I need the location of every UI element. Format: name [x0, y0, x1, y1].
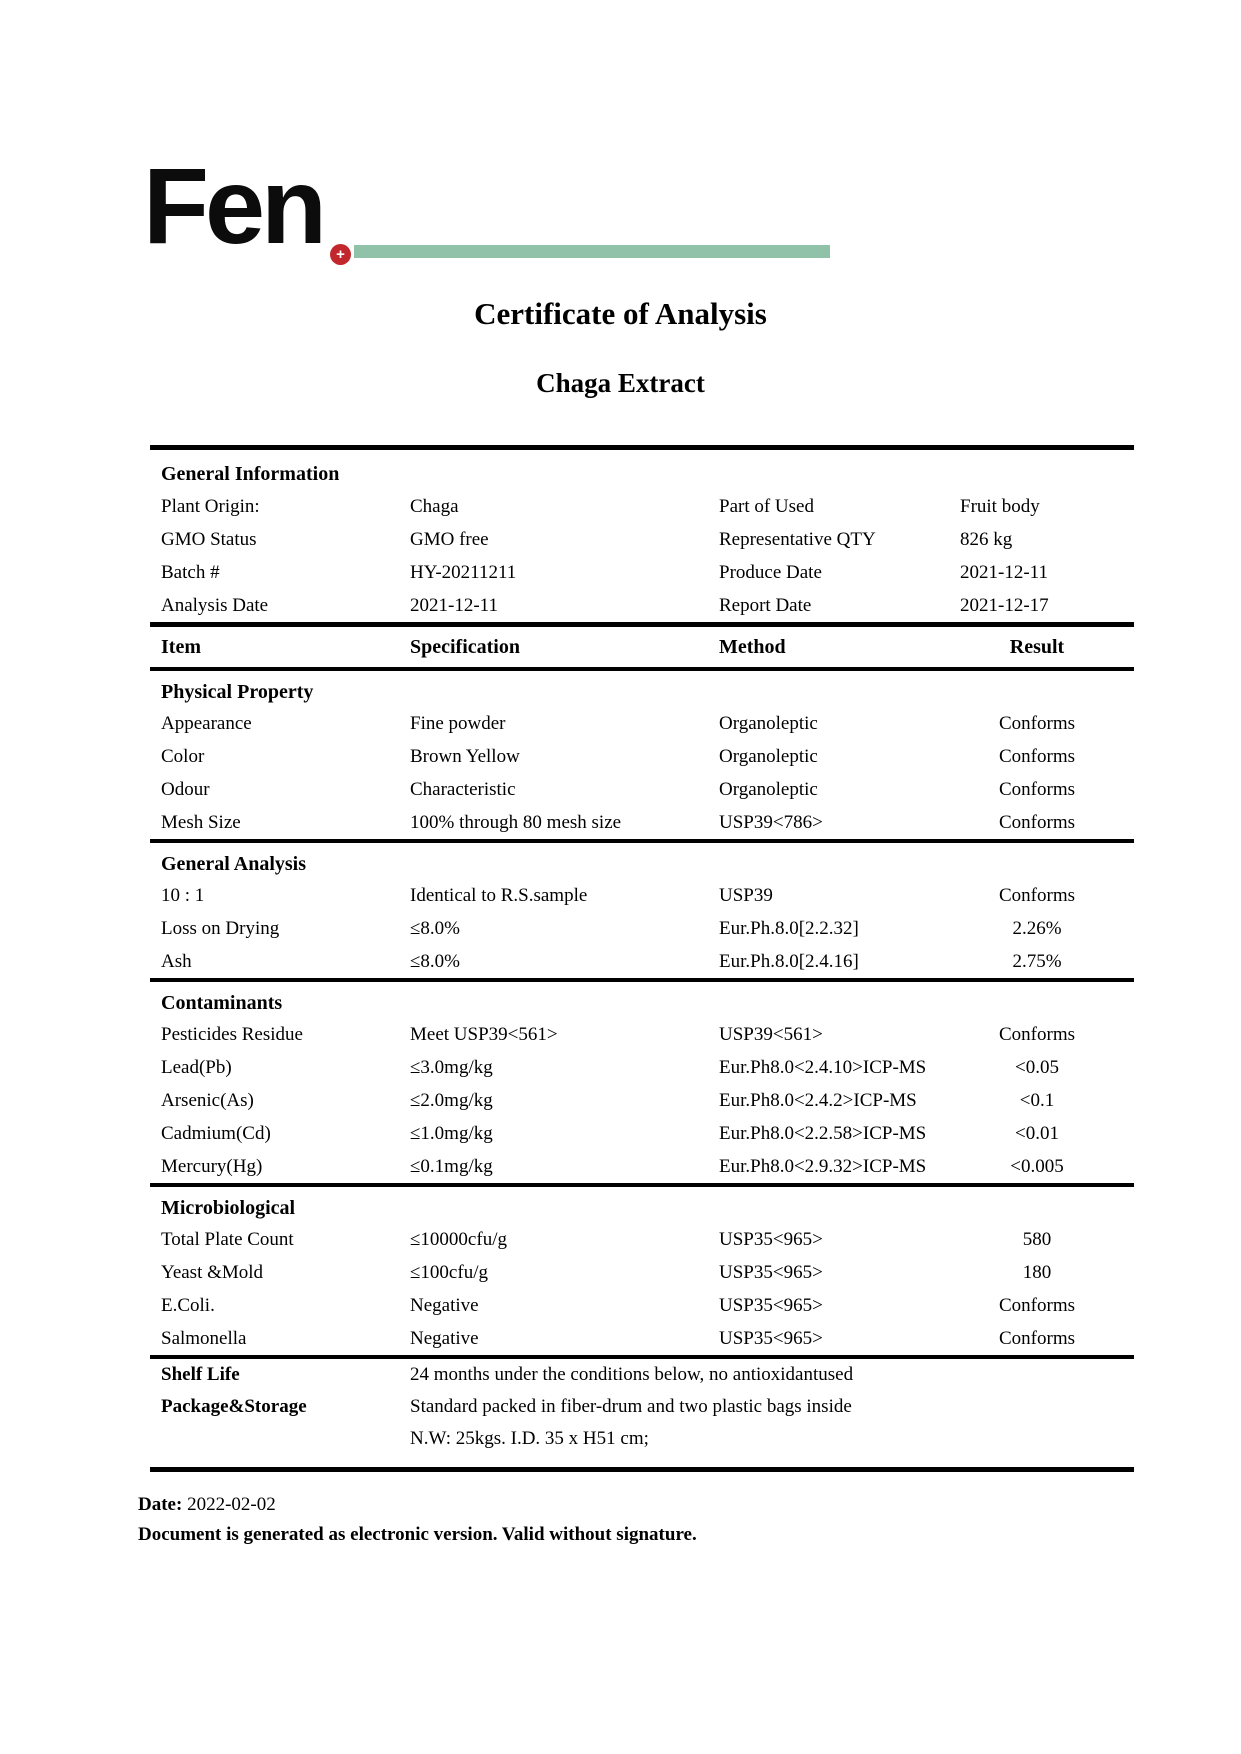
- plus-glyph: +: [336, 246, 345, 263]
- table-cell: Conforms: [999, 1295, 1075, 1316]
- table-cell: Conforms: [999, 779, 1075, 800]
- section-heading: Physical Property: [161, 681, 314, 703]
- table-cell: ≤10000cfu/g: [410, 1229, 507, 1250]
- table-cell: Yeast &Mold: [161, 1262, 264, 1283]
- general-info-row: [150, 523, 1134, 556]
- table-row: [150, 879, 1134, 912]
- table-cell: USP39: [719, 885, 773, 906]
- storage-row: [150, 1359, 1134, 1391]
- table-cell: Eur.Ph8.0<2.9.32>ICP-MS: [719, 1156, 927, 1177]
- general-info-cell: 826 kg: [960, 529, 1013, 550]
- table-row: [150, 1256, 1134, 1289]
- table-cell: <0.05: [1015, 1057, 1059, 1078]
- storage-value: N.W: 25kgs. I.D. 35 x H51 cm;: [410, 1428, 649, 1449]
- table-section: [150, 1187, 1134, 1355]
- table-cell: Conforms: [999, 713, 1075, 734]
- table-cell: ≤1.0mg/kg: [410, 1123, 493, 1144]
- general-info-cell: GMO free: [410, 529, 489, 550]
- header-item: Item: [161, 636, 201, 658]
- storage-value: 24 months under the conditions below, no antioxidantused: [410, 1364, 854, 1385]
- table-cell: ≤2.0mg/kg: [410, 1090, 493, 1111]
- table-row: [150, 806, 1134, 839]
- table-row: [150, 1322, 1134, 1355]
- section-heading: Microbiological: [161, 1197, 296, 1219]
- table-cell: USP39<561>: [719, 1024, 823, 1045]
- table-cell: 2.26%: [1012, 918, 1062, 939]
- table-cell: Conforms: [999, 885, 1075, 906]
- table-cell: Fine powder: [410, 713, 506, 734]
- table-cell: USP35<965>: [719, 1295, 823, 1316]
- general-info-cell: Plant Origin:: [161, 496, 260, 517]
- table-cell: Eur.Ph8.0<2.4.10>ICP-MS: [719, 1057, 927, 1078]
- table-cell: Lead(Pb): [161, 1057, 232, 1078]
- table-row: [150, 945, 1134, 978]
- general-info-cell: Chaga: [410, 496, 459, 517]
- table-cell: Eur.Ph8.0<2.2.58>ICP-MS: [719, 1123, 927, 1144]
- table-cell: Negative: [410, 1295, 479, 1316]
- table-cell: 2.75%: [1012, 951, 1062, 972]
- document-title: Certificate of Analysis: [474, 296, 767, 331]
- divider-bottom: [150, 1467, 1134, 1472]
- table-cell: Organoleptic: [719, 779, 818, 800]
- table-header-row: [150, 627, 1134, 667]
- section-heading: General Analysis: [161, 853, 307, 875]
- table-row: [150, 773, 1134, 806]
- general-info-cell: Analysis Date: [161, 595, 269, 616]
- table-cell: 10 : 1: [161, 885, 205, 906]
- table-row: [150, 707, 1134, 740]
- footer-note: Document is generated as electronic version. Valid without signature.: [138, 1524, 697, 1545]
- table-cell: Total Plate Count: [161, 1229, 294, 1250]
- general-info-row: [150, 589, 1134, 622]
- general-info-cell: HY-20211211: [410, 562, 517, 583]
- header-method: Method: [719, 636, 786, 658]
- table-cell: USP35<965>: [719, 1229, 823, 1250]
- storage-row: [150, 1391, 1134, 1423]
- storage-value: Standard packed in fiber-drum and two plastic bags inside: [410, 1396, 852, 1417]
- table-cell: USP39<786>: [719, 812, 823, 833]
- table-cell: 180: [1022, 1262, 1052, 1283]
- header-result: Result: [1009, 636, 1065, 658]
- table-row: [150, 912, 1134, 945]
- table-cell: Mesh Size: [161, 812, 241, 833]
- table-cell: ≤3.0mg/kg: [410, 1057, 493, 1078]
- general-info-cell: Part of Used: [719, 496, 814, 517]
- table-row: [150, 1150, 1134, 1183]
- table-cell: Mercury(Hg): [161, 1156, 263, 1177]
- table-row: [150, 1223, 1134, 1256]
- footer-date-line: [138, 1490, 697, 1520]
- storage-label: Package&Storage: [161, 1396, 307, 1417]
- table-row: [150, 740, 1134, 773]
- table-cell: Conforms: [999, 812, 1075, 833]
- table-cell: 100% through 80 mesh size: [410, 812, 622, 833]
- table-cell: Odour: [161, 779, 210, 800]
- table-cell: Eur.Ph.8.0[2.2.32]: [719, 918, 859, 939]
- table-cell: Appearance: [161, 713, 252, 734]
- section-heading: Contaminants: [161, 992, 283, 1014]
- table-cell: Pesticides Residue: [161, 1024, 303, 1045]
- table-cell: Salmonella: [161, 1328, 247, 1349]
- storage-row: [150, 1423, 1134, 1455]
- table-cell: Eur.Ph8.0<2.4.2>ICP-MS: [719, 1090, 917, 1111]
- table-cell: Conforms: [999, 746, 1075, 767]
- table-cell: ≤100cfu/g: [410, 1262, 488, 1283]
- logo-accent-bar: [354, 245, 830, 258]
- general-info-cell: Batch #: [161, 562, 220, 583]
- table-row: [150, 1051, 1134, 1084]
- table-cell: E.Coli.: [161, 1295, 215, 1316]
- table-section: [150, 843, 1134, 978]
- general-information-heading: General Information: [161, 463, 340, 485]
- general-info-row: [150, 556, 1134, 589]
- general-info-cell: Report Date: [719, 595, 812, 616]
- table-cell: Brown Yellow: [410, 746, 520, 767]
- table-cell: Loss on Drying: [161, 918, 280, 939]
- table-cell: Eur.Ph.8.0[2.4.16]: [719, 951, 859, 972]
- table-cell: Ash: [161, 951, 192, 972]
- table-cell: 580: [1022, 1229, 1052, 1250]
- logo-plus-icon: [330, 244, 351, 265]
- table-cell: Meet USP39<561>: [410, 1024, 558, 1045]
- table-cell: ≤8.0%: [410, 918, 461, 939]
- general-info-cell: GMO Status: [161, 529, 257, 550]
- table-cell: USP35<965>: [719, 1262, 823, 1283]
- table-cell: ≤8.0%: [410, 951, 461, 972]
- table-cell: Characteristic: [410, 779, 516, 800]
- date-label: Date:: [138, 1494, 183, 1515]
- general-info-cell: 2021-12-11: [960, 562, 1048, 583]
- storage-label: Shelf Life: [161, 1364, 240, 1385]
- table-sections: [150, 671, 1134, 1359]
- coa-table: [150, 445, 1134, 1472]
- footer: [138, 1490, 697, 1550]
- general-info-row: [150, 490, 1134, 523]
- table-cell: Identical to R.S.sample: [410, 885, 588, 906]
- table-cell: Cadmium(Cd): [161, 1123, 271, 1144]
- general-info-cell: Fruit body: [960, 496, 1040, 517]
- table-row: [150, 1289, 1134, 1322]
- storage-label: [150, 1423, 410, 1455]
- table-cell: Arsenic(As): [161, 1090, 254, 1111]
- logo-text: Fen: [143, 145, 324, 266]
- table-cell: Conforms: [999, 1328, 1075, 1349]
- table-row: [150, 1117, 1134, 1150]
- table-section: [150, 671, 1134, 839]
- header-specification: Specification: [410, 636, 520, 658]
- table-row: [150, 1084, 1134, 1117]
- table-section: [150, 982, 1134, 1183]
- table-cell: <0.1: [1019, 1090, 1055, 1111]
- table-cell: Color: [161, 746, 205, 767]
- table-cell: USP35<965>: [719, 1328, 823, 1349]
- general-info-rows: [150, 490, 1134, 622]
- product-name: Chaga Extract: [536, 368, 705, 398]
- table-cell: Organoleptic: [719, 713, 818, 734]
- general-info-cell: 2021-12-17: [960, 595, 1049, 616]
- table-row: [150, 1018, 1134, 1051]
- table-cell: Conforms: [999, 1024, 1075, 1045]
- table-cell: Negative: [410, 1328, 479, 1349]
- table-cell: <0.005: [1010, 1156, 1064, 1177]
- table-cell: <0.01: [1015, 1123, 1059, 1144]
- general-info-cell: Representative QTY: [719, 529, 876, 550]
- table-cell: Organoleptic: [719, 746, 818, 767]
- general-info-cell: Produce Date: [719, 562, 822, 583]
- general-info-cell: 2021-12-11: [410, 595, 498, 616]
- storage-rows: [150, 1359, 1134, 1467]
- date-value: 2022-02-02: [187, 1494, 276, 1515]
- table-cell: ≤0.1mg/kg: [410, 1156, 493, 1177]
